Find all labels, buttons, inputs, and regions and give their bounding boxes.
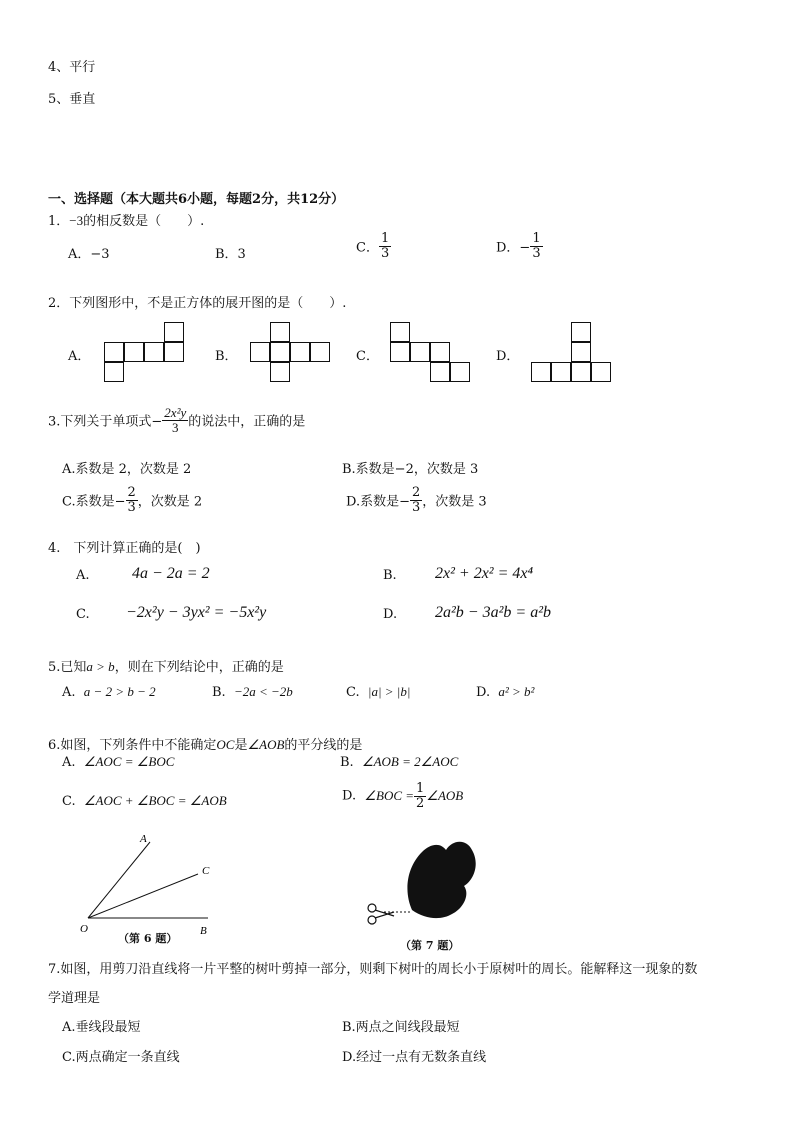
q3-option-b[interactable]: B.系数是−2，次数是 3 bbox=[342, 462, 479, 477]
q5-option-b[interactable]: B. −2a < −2b bbox=[212, 684, 293, 700]
label-b: B bbox=[200, 925, 207, 937]
q6-option-a[interactable]: A. ∠AOC = ∠BOC bbox=[62, 754, 175, 770]
question-1-stem: 1．−3的相反数是（ ）. bbox=[48, 213, 205, 229]
section-title: 一、选择题（本大题共6小题，每题2分，共12分） bbox=[48, 192, 345, 207]
q1-option-d[interactable]: D．− $\frac{1}{3}$ bbox=[496, 231, 541, 261]
question-5-stem: 5.已知a > b，则在下列结论中，正确的是 bbox=[48, 659, 284, 675]
label-o: O bbox=[80, 923, 88, 935]
q4-option-c-label[interactable]: C. bbox=[76, 607, 90, 622]
figure-7-caption: （第 7 题） bbox=[400, 939, 460, 952]
figure-6-caption: （第 6 题） bbox=[118, 932, 178, 945]
question-4-stem: 4. 下列计算正确的是( ) bbox=[48, 541, 201, 556]
question-7-stem-line2: 学道理是 bbox=[48, 991, 101, 1006]
q2-option-b[interactable]: B． bbox=[215, 349, 238, 364]
q4-option-c-expr: −2x²y − 3yx² = −5x²y bbox=[126, 604, 267, 621]
q4-option-d-expr: 2a²b − 3a²b = a²b bbox=[435, 604, 551, 621]
q2-option-c[interactable]: C． bbox=[356, 349, 379, 364]
question-7-stem-line1: 7.如图，用剪刀沿直线将一片平整的树叶剪掉一部分，则剩下树叶的周长小于原树叶的周长。能解释这一现象的数 bbox=[48, 962, 698, 977]
question-2-stem: 2．下列图形中，不是正方体的展开图的是（ ）. bbox=[48, 296, 347, 311]
q6-option-d[interactable]: D. ∠BOC = $\frac{1}{2}$ ∠AOB bbox=[342, 781, 464, 811]
figure-7-leaf-scissors bbox=[360, 828, 490, 938]
q6-option-c[interactable]: C. ∠AOC + ∠BOC = ∠AOB bbox=[62, 793, 227, 809]
q7-option-b[interactable]: B.两点之间线段最短 bbox=[342, 1020, 460, 1035]
q4-option-a-expr: 4a − 2a = 2 bbox=[132, 565, 210, 582]
question-3-stem: 3.下列关于单项式− $\frac{\text{2x²y}}{3}$ 的说法中，正确的是 bbox=[48, 405, 306, 435]
q6-option-b[interactable]: B. ∠AOB = 2∠AOC bbox=[340, 754, 459, 770]
leaf-icon bbox=[407, 842, 475, 918]
q4-option-b-expr: 2x² + 2x² = 4x⁴ bbox=[435, 565, 534, 582]
list-item-parallel: 4、平行 bbox=[48, 60, 96, 75]
q1-option-c[interactable]: C． $\frac{1}{3}$ bbox=[356, 231, 390, 261]
q3-option-c[interactable]: C.系数是− $\frac{2}{3}$ ，次数是 2 bbox=[62, 485, 203, 515]
q4-option-b-label[interactable]: B. bbox=[383, 568, 397, 583]
q5-option-d[interactable]: D. a² > b² bbox=[476, 684, 535, 700]
q7-option-a[interactable]: A.垂线段最短 bbox=[62, 1020, 141, 1035]
q1-option-b[interactable]: B．3 bbox=[215, 247, 246, 262]
label-c: C bbox=[202, 865, 210, 877]
question-6-stem: 6.如图，下列条件中不能确定OC是∠AOB的平分线的是 bbox=[48, 737, 363, 753]
q5-option-c[interactable]: C. |a| > |b| bbox=[346, 684, 411, 700]
q7-option-d[interactable]: D.经过一点有无数条直线 bbox=[342, 1050, 487, 1065]
q7-option-c[interactable]: C.两点确定一条直线 bbox=[62, 1050, 180, 1065]
q1-option-a[interactable]: A．−3 bbox=[68, 247, 110, 262]
q4-option-d-label[interactable]: D. bbox=[383, 607, 398, 622]
q2-option-d[interactable]: D． bbox=[496, 349, 520, 364]
q4-option-a-label[interactable]: A. bbox=[76, 568, 90, 583]
scissors-icon bbox=[368, 904, 394, 924]
q2-option-a[interactable]: A． bbox=[68, 349, 91, 364]
q3-option-a[interactable]: A.系数是 2，次数是 2 bbox=[62, 462, 192, 477]
list-item-perpendicular: 5、垂直 bbox=[48, 92, 96, 107]
q3-option-d[interactable]: D.系数是− $\frac{2}{3}$ ，次数是 3 bbox=[346, 485, 487, 515]
label-a: A bbox=[140, 833, 147, 845]
q5-option-a[interactable]: A. a − 2 > b − 2 bbox=[62, 684, 156, 700]
